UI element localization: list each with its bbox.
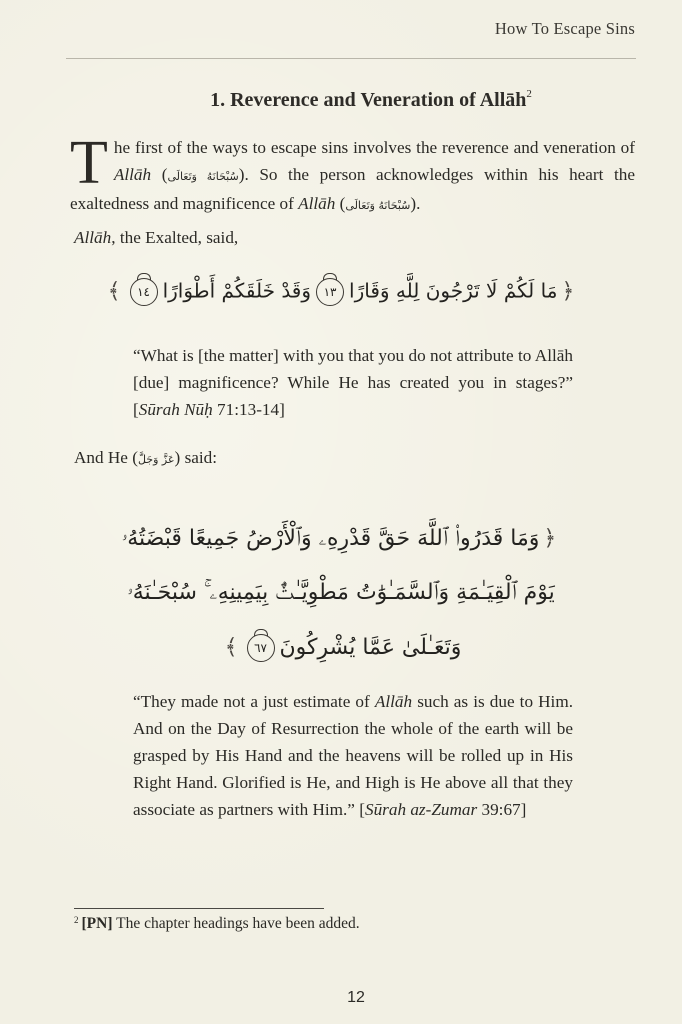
paragraph-1: The first of the ways to escape sins involves the reverence and veneration of Allāh (سُبْحَانَهُ وَتَعَالَى). So the person acknowledges within his heart the exaltedness and magnificence of Allāh (سُبْحَانَهُ وَتَعَالَى). bbox=[70, 129, 635, 213]
translation-quote-1 bbox=[133, 342, 573, 423]
ayah-text: وَمَا قَدَرُوا۟ ٱللَّهَ حَقَّ قَدْرِهِۦ وَٱلْأَرْضُ جَمِيعًا قَبْضَتُهُۥ bbox=[121, 526, 540, 551]
ayah-text: مَا لَكُمْ لَا تَرْجُونَ لِلَّهِ وَقَارًا bbox=[349, 278, 558, 303]
ayah-text: وَتَعَـٰلَىٰ عَمَّا يُشْرِكُونَ bbox=[279, 635, 462, 660]
footnote bbox=[74, 915, 360, 933]
intro-text: And He ( bbox=[74, 448, 138, 467]
ornate-bracket-open-icon: ﴿ bbox=[561, 278, 575, 304]
allah-italic: Allāh bbox=[374, 692, 413, 711]
paragraph-text: . So the person acknowledges within his heart the exaltedness and magnificence of bbox=[70, 165, 635, 213]
verse-number-badge: ١٤ bbox=[130, 278, 158, 306]
paragraph-text: . bbox=[416, 194, 421, 213]
honorific-glyph: عَزَّ وَجَلَّ bbox=[137, 453, 175, 466]
allah-italic: Allāh bbox=[113, 165, 152, 184]
quran-verse-2-line-1 bbox=[0, 526, 682, 551]
quote-text: “They made not a just estimate of bbox=[133, 692, 375, 711]
footnote-tag: [PN] bbox=[81, 915, 113, 932]
verse-reference: 39:67] bbox=[477, 800, 527, 819]
chapter-title bbox=[0, 88, 682, 112]
intro-text: ) said: bbox=[174, 448, 218, 467]
chapter-title-text: 1. Reverence and Veneration of Allāh bbox=[210, 89, 527, 111]
ornate-bracket-close-icon: ﴾ bbox=[107, 278, 121, 304]
honorific-glyph: سُبْحَانَهُ وَتَعَالَى bbox=[167, 170, 239, 183]
paragraph-text: he first of the ways to escape sins involves the reverence and veneration of bbox=[113, 138, 635, 157]
allah-italic: Allāh bbox=[74, 228, 112, 247]
verse-reference: 71:13-14] bbox=[212, 400, 285, 419]
quran-verse-1 bbox=[0, 278, 682, 306]
translation-quote-2 bbox=[133, 688, 573, 823]
quote-text: such as is due to Him. And on the Day of Resurrection the whole of the earth will be grasped by His Hand and the heavens will be rolled up in His Right Hand. Glorified is He, and High is He above all that they associate as partners with Him.” [ bbox=[133, 692, 573, 819]
footnote-number: 2 bbox=[74, 915, 79, 925]
footnote-ref: 2 bbox=[526, 88, 532, 100]
running-head: How To Escape Sins bbox=[494, 19, 635, 38]
ornate-bracket-open-icon: ﴿ bbox=[543, 526, 557, 551]
verse-number-badge: ١٣ bbox=[316, 278, 344, 306]
intro-line-1 bbox=[74, 228, 238, 248]
honorific-glyph: سُبْحَانَهُ وَتَعَالَى bbox=[345, 199, 411, 212]
header-rule bbox=[66, 58, 636, 59]
quote-text: “What is [the matter] with you that you do not attribute to Allāh [due] magnificence? While He has created you in stages?” [ bbox=[133, 346, 573, 419]
allah-italic: Allāh bbox=[298, 194, 336, 213]
page-number: 12 bbox=[347, 989, 365, 1006]
ayah-text: يَوْمَ ٱلْقِيَـٰمَةِ وَٱلسَّمَـٰوَٰتُ مَطْوِيَّـٰتٌۢ بِيَمِينِهِۦ ۚ سُبْحَـٰنَهُۥ bbox=[127, 580, 555, 605]
verse-number-badge: ٦٧ bbox=[247, 634, 275, 662]
intro-text: , the Exalted, said, bbox=[111, 228, 239, 247]
surah-name: Sūrah Nūḥ bbox=[138, 400, 213, 419]
ornate-bracket-close-icon: ﴾ bbox=[224, 635, 238, 660]
quran-verse-2-line-2 bbox=[0, 580, 682, 605]
drop-cap: T bbox=[70, 129, 108, 197]
footnote-rule bbox=[74, 908, 324, 909]
intro-line-2 bbox=[74, 448, 217, 468]
ayah-text: وَقَدْ خَلَقَكُمْ أَطْوَارًا bbox=[162, 278, 312, 303]
footnote-text: The chapter headings have been added. bbox=[112, 915, 360, 932]
quran-verse-2-line-3 bbox=[0, 634, 682, 662]
surah-name: Sūrah az-Zumar bbox=[364, 800, 478, 819]
